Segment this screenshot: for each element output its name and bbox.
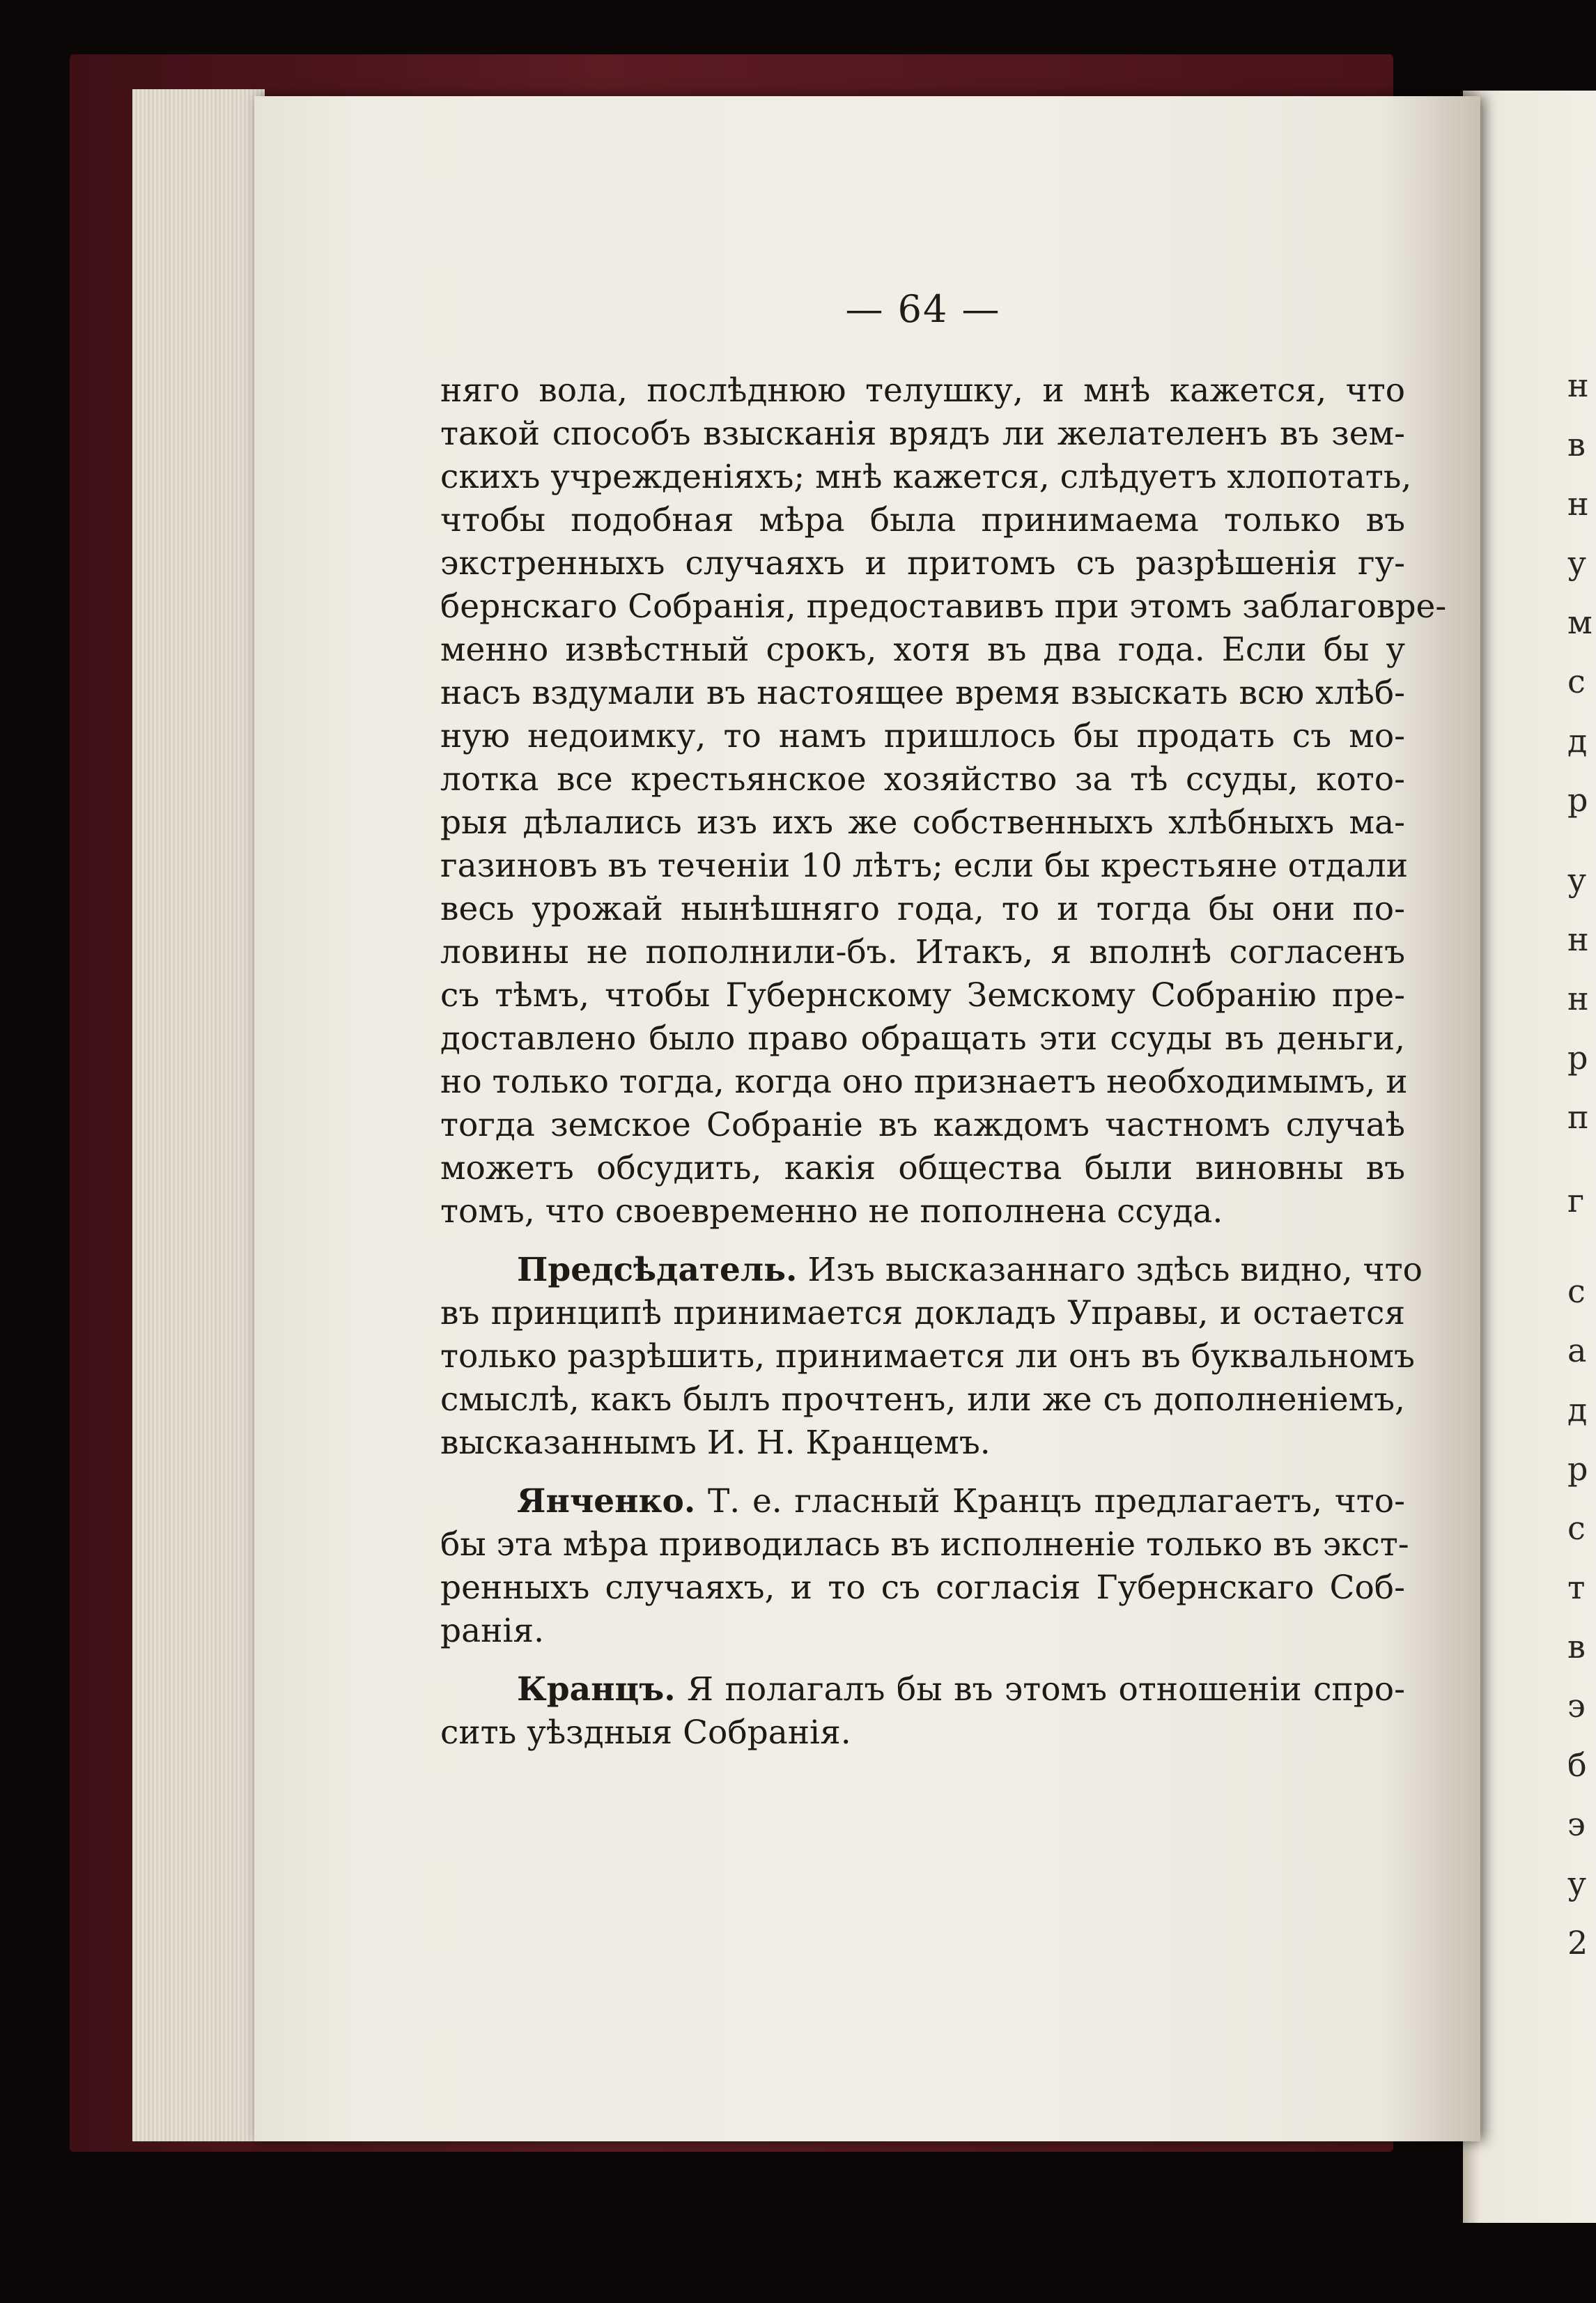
next-page-letter: н: [1567, 921, 1589, 958]
next-page-letter: в: [1567, 1628, 1586, 1665]
paragraph-narrative: [440, 369, 1447, 1233]
text-line: няго вола, послѣднюю телушку, и мнѣ кажется, что: [440, 371, 1405, 410]
text-line: [440, 1249, 1423, 1292]
next-page-edge: [1463, 91, 1596, 2223]
speaker-name: Предсѣдатель.: [517, 1251, 798, 1289]
next-page-letter: у: [1567, 544, 1587, 582]
next-page-letter: р: [1567, 1039, 1588, 1077]
speaker-name: Янченко.: [517, 1482, 696, 1520]
text-line: томъ, что своевременно не пополнена ссуда.: [440, 1192, 1223, 1231]
speaker-name: Кранцъ.: [517, 1670, 676, 1709]
text-line: бернскаго Собранія, предоставивъ при этомъ заблаговре-: [440, 587, 1447, 626]
text-line: лотка все крестьянское хозяйство за тѣ ссуды, кото-: [440, 760, 1405, 799]
next-page-letter: б: [1567, 1746, 1587, 1784]
text-line: ренныхъ случаяхъ, и то съ согласія Губернскаго Соб-: [440, 1569, 1405, 1607]
text-line: съ тѣмъ, чтобы Губернскому Земскому Собранію пре-: [440, 976, 1405, 1015]
text-line: въ принципѣ принимается докладъ Управы, и остается: [440, 1294, 1405, 1332]
next-page-letter: д: [1567, 1391, 1588, 1428]
next-page-letter: а: [1567, 1332, 1587, 1369]
text-line: доставлено было право обращать эти ссуды въ деньги,: [440, 1019, 1405, 1058]
text-line: но только тогда, когда оно признаетъ необходимымъ, и: [440, 1063, 1408, 1101]
next-page-letter: у: [1567, 1865, 1587, 1902]
next-page-letter: р: [1567, 1450, 1588, 1488]
paragraph-krants: [440, 1668, 1405, 1755]
text-line: такой способъ взысканія врядъ ли желателенъ въ зем-: [440, 415, 1405, 453]
text-line: смыслѣ, какъ былъ прочтенъ, или же съ дополненіемъ,: [440, 1380, 1405, 1419]
next-page-letter: т: [1567, 1569, 1586, 1606]
text-line: весь урожай нынѣшняго года, то и тогда бы они по-: [440, 890, 1405, 928]
text-line: ранія.: [440, 1612, 545, 1650]
text-line: высказаннымъ И. Н. Кранцемъ.: [440, 1424, 991, 1462]
page-text: [440, 369, 1447, 1755]
next-page-letter: 2: [1567, 1924, 1588, 1962]
text-line: [440, 1480, 1405, 1523]
text-line: ную недоимку, то намъ пришлось бы продать съ мо-: [440, 717, 1405, 755]
text-line: рыя дѣлались изъ ихъ же собственныхъ хлѣбныхъ ма-: [440, 803, 1405, 842]
paragraph-yanchenko: [440, 1480, 1409, 1653]
text-line: насъ вздумали въ настоящее время взыскать всю хлѣб-: [440, 674, 1405, 712]
paragraph-chairman: [440, 1249, 1423, 1465]
speech-text: Я полагалъ бы въ этомъ отношеніи спро-: [687, 1670, 1405, 1709]
next-page-letter: э: [1567, 1687, 1586, 1725]
next-page-letter: г: [1567, 1182, 1585, 1219]
next-page-letter: у: [1567, 861, 1587, 899]
next-page-letter: м: [1567, 603, 1593, 641]
next-page-letter: д: [1567, 722, 1588, 760]
text-line: ловины не пополнили-бъ. Итакъ, я вполнѣ согласенъ: [440, 933, 1405, 971]
text-line: чтобы подобная мѣра была принимаема только въ: [440, 501, 1405, 539]
next-page-letter: с: [1567, 1509, 1586, 1547]
speech-text: Изъ высказаннаго здѣсь видно, что: [807, 1251, 1423, 1289]
next-page-letter: с: [1567, 1272, 1586, 1310]
next-page-letter: н: [1567, 367, 1589, 404]
next-page-letter: э: [1567, 1805, 1586, 1843]
text-line: только разрѣшить, принимается ли онъ въ буквальномъ: [440, 1337, 1415, 1376]
text-line: менно извѣстный срокъ, хотя въ два года. Если бы у: [440, 631, 1405, 669]
text-line: газиновъ въ теченіи 10 лѣтъ; если бы крестьяне отдали: [440, 847, 1409, 885]
next-page-letter: р: [1567, 781, 1588, 819]
speech-text: Т. е. гласный Кранцъ предлагаетъ, что-: [707, 1482, 1405, 1520]
text-line: скихъ учрежденіяхъ; мнѣ кажется, слѣдуетъ хлопотать,: [440, 458, 1412, 496]
text-line: сить уѣздныя Собранія.: [440, 1713, 851, 1752]
next-page-letter: в: [1567, 426, 1586, 463]
page-stack-edges: [132, 89, 265, 2141]
next-page-letter: п: [1567, 1098, 1589, 1136]
text-line: экстренныхъ случаяхъ и притомъ съ разрѣшенія гу-: [440, 544, 1405, 583]
next-page-letter: с: [1567, 663, 1586, 700]
text-line: тогда земское Собраніе въ каждомъ частномъ случаѣ: [440, 1106, 1405, 1144]
next-page-letter: н: [1567, 485, 1589, 523]
text-line: можетъ обсудить, какія общества были виновны въ: [440, 1149, 1405, 1187]
text-line: бы эта мѣра приводилась въ исполненіе только въ экст-: [440, 1525, 1409, 1564]
next-page-letter: н: [1567, 980, 1589, 1017]
text-line: [440, 1668, 1405, 1711]
page-number: — 64 —: [845, 287, 1001, 331]
